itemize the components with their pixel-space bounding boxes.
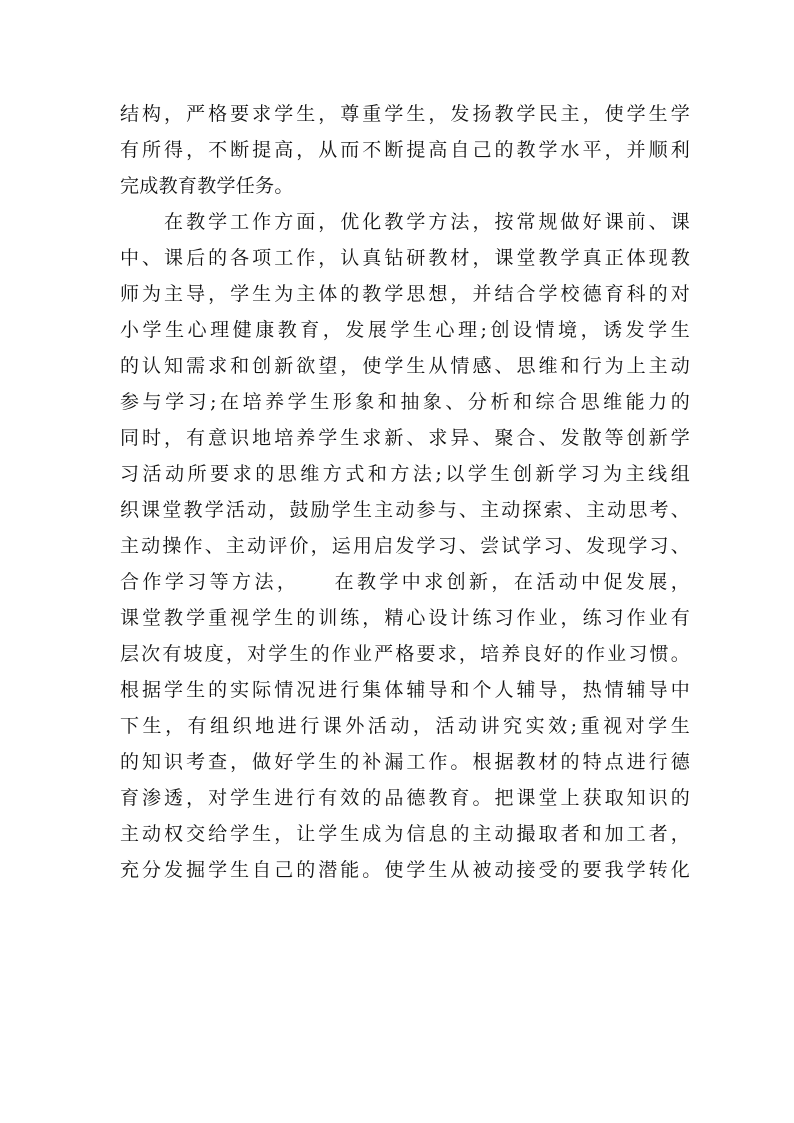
text-line: 课堂教学重视学生的训练，精心设计练习作业，练习作业有 — [120, 607, 690, 629]
body-text — [120, 96, 690, 888]
text-line: 同时，有意识地培养学生求新、求异、聚合、发散等创新学 — [120, 427, 690, 449]
text-line: 充分发掘学生自己的潜能。使学生从被动接受的要我学转化 — [120, 859, 690, 881]
text-line: 习活动所要求的思维方式和方法;以学生创新学习为主线组 — [120, 463, 690, 485]
text-line: 主动权交给学生，让学生成为信息的主动撮取者和加工者， — [120, 823, 690, 845]
text-line: 结构，严格要求学生，尊重学生，发扬教学民主，使学生学 — [120, 103, 690, 125]
text-line: 织课堂教学活动，鼓励学生主动参与、主动探索、主动思考、 — [120, 499, 690, 521]
text-line: 有所得，不断提高，从而不断提高自己的教学水平，并顺利 — [120, 139, 690, 161]
text-line: 小学生心理健康教育，发展学生心理;创设情境，诱发学生 — [120, 319, 690, 341]
text-line: 合作学习等方法， 在教学中求创新，在活动中促发展， — [120, 571, 690, 593]
text-line: 完成教育教学任务。 — [120, 175, 294, 197]
text-line: 中、课后的各项工作，认真钻研教材，课堂教学真正体现教 — [120, 247, 690, 269]
text-line: 在教学工作方面，优化教学方法，按常规做好课前、课 — [120, 211, 690, 233]
text-line: 根据学生的实际情况进行集体辅导和个人辅导，热情辅导中 — [120, 679, 690, 701]
text-line: 层次有坡度，对学生的作业严格要求，培养良好的作业习惯。 — [120, 643, 690, 665]
text-line: 师为主导，学生为主体的教学思想，并结合学校德育科的对 — [120, 283, 690, 305]
text-line: 参与学习;在培养学生形象和抽象、分析和综合思维能力的 — [120, 391, 690, 413]
text-line: 的知识考查，做好学生的补漏工作。根据教材的特点进行德 — [120, 751, 690, 773]
text-line: 的认知需求和创新欲望，使学生从情感、思维和行为上主动 — [120, 355, 690, 377]
text-line: 下生，有组织地进行课外活动，活动讲究实效;重视对学生 — [120, 715, 690, 737]
text-line: 主动操作、主动评价，运用启发学习、尝试学习、发现学习、 — [120, 535, 690, 557]
text-line: 育渗透，对学生进行有效的品德教育。把课堂上获取知识的 — [120, 787, 690, 809]
